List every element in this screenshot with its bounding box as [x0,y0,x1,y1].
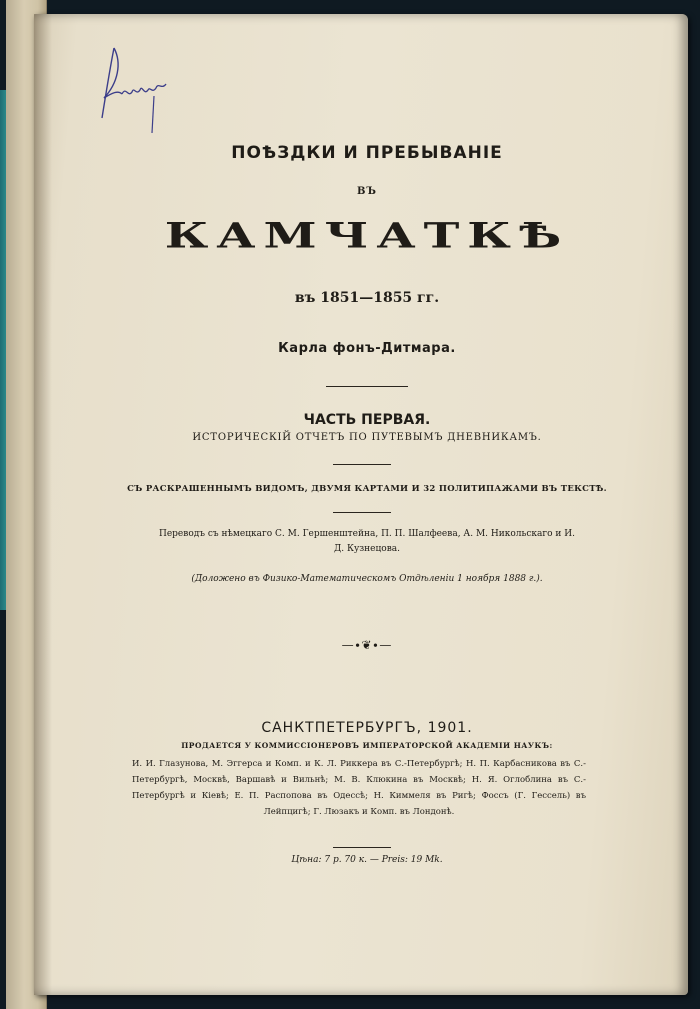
imprint-booksellers: И. И. Глазунова, М. Эггерса и Комп. и К. Л. Риккера въ С.-Петербургѣ; Н. П. Карбасникова въ С.-Петербургѣ, Москвѣ, Варшавѣ и Вильнѣ; М. В. Клюкина въ Москвѣ; Н. Я. Оглоблина въ С.-Петербургѣ и Кіевѣ; Е. П. Распопова въ Одессѣ; Н. Киммеля въ Ригѣ; Фоссъ (Г. Гессель) въ Лейпцигѣ; Г. Люзакъ и Комп. въ Лондонѣ. [132,759,586,817]
presented-note: (Доложено въ Физико-Математическомъ Отдѣленіи 1 ноября 1888 г.). [191,574,543,584]
title-line-2: ВЪ [356,186,378,197]
imprint-city-year: САНКТПЕТЕРБУРГЪ, 1901. [261,720,473,736]
handwritten-signature [92,38,182,148]
imprint-sold-by: ПРОДАЕТСЯ У КОММИССІОНЕРОВЪ ИМПЕРАТОРСКОЙ АКАДЕМІИ НАУКЪ: [181,741,553,750]
author: Карла фонъ-Дитмара. [278,341,456,356]
ornament: —∙❦∙— [341,638,393,652]
title-line-1: ПОѢЗДКИ И ПРЕБЫВАНІЕ [231,143,503,163]
illustrations-note: СЪ РАСКРАШЕННЫМЪ ВИДОМЪ, ДВУМЯ КАРТАМИ И 32 ПОЛИТИПАЖАМИ ВЪ ТЕКСТѢ. [127,484,607,494]
divider [333,464,391,465]
divider [333,847,391,848]
title-dates: въ 1851—1855 гг. [294,290,440,306]
part-heading: ЧАСТЬ ПЕРВАЯ. [303,412,431,428]
title-main: КАМЧАТКѢ [164,216,570,257]
divider [326,386,408,387]
translators: Переводъ съ нѣмецкаго С. М. Гершенштейна, П. П. Шалфеева, А. М. Никольскаго и И. Д. Кузнецова. [159,529,575,554]
part-subheading: ИСТОРИЧЕСКІЙ ОТЧЕТЪ ПО ПУТЕВЫМЪ ДНЕВНИКАМЪ. [192,432,542,443]
price: Цѣна: 7 р. 70 к. — Preis: 19 Mk. [291,855,443,865]
divider [333,512,391,513]
